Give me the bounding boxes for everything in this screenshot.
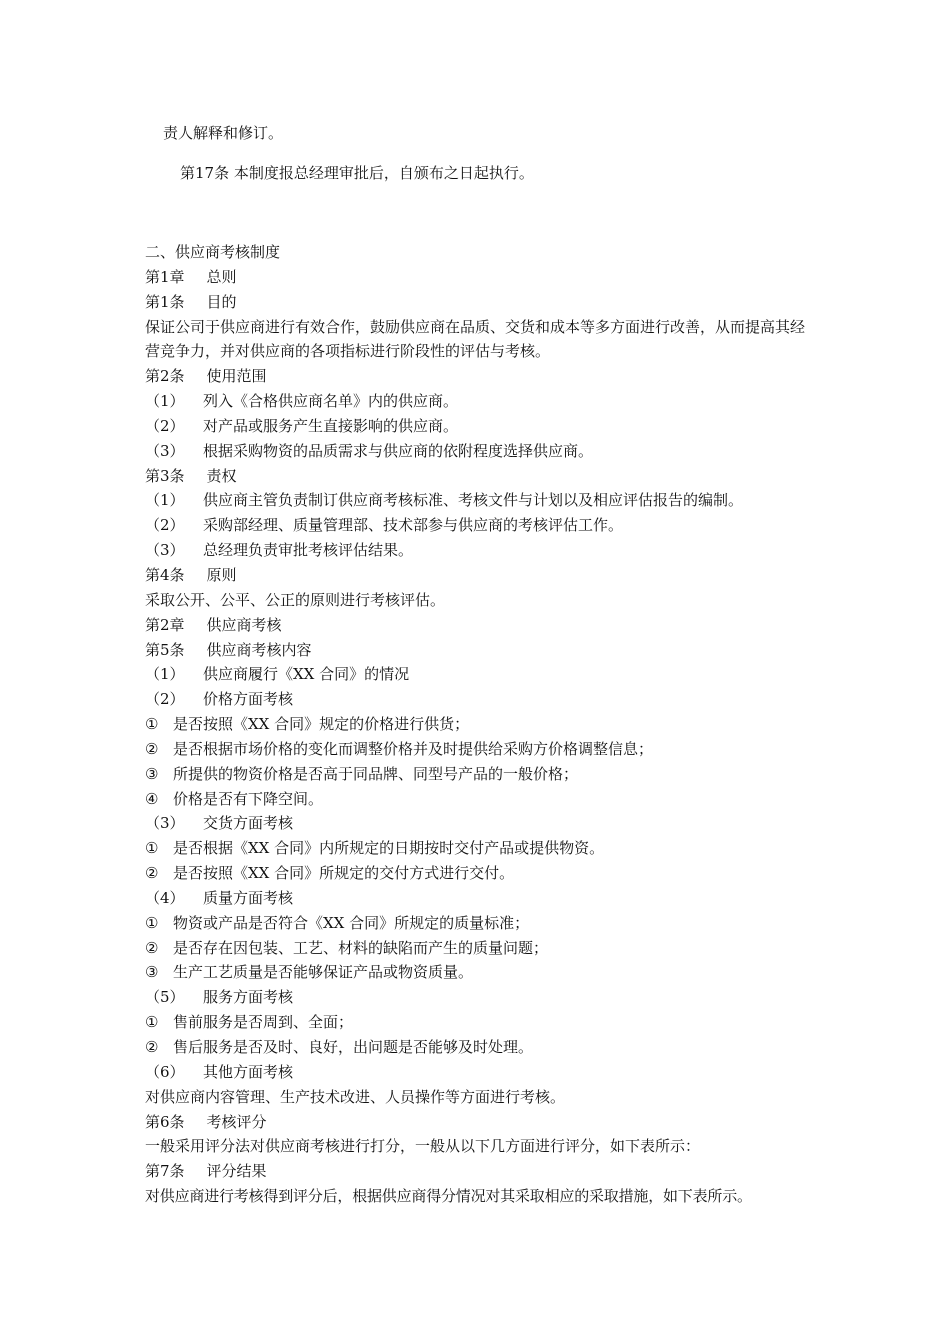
numbered-item (145, 439, 817, 464)
item-text: 生产工艺质量是否能够保证产品或物资质量。 (173, 963, 474, 982)
item-text: 采购部经理、质量管理部、技术部参与供应商的考核评估工作。 (203, 516, 624, 535)
item-text: 售前服务是否周到、全面； (173, 1013, 354, 1032)
article-title: 使用范围 (206, 367, 267, 386)
item-text: 物资或产品是否符合《XX 合同》所规定的质量标准； (173, 913, 530, 932)
chapter-heading (145, 613, 817, 638)
item-marker: ③ (145, 764, 159, 783)
item-number: （3） (145, 441, 185, 460)
article-heading (145, 638, 817, 663)
circled-item (145, 836, 817, 861)
article-title: 考核评分 (206, 1112, 267, 1131)
item-number: （2） (145, 516, 185, 535)
circled-item (145, 911, 817, 936)
item-number: （6） (145, 1062, 185, 1081)
paragraph: 对供应商进行考核得到评分后，根据供应商得分情况对其采取相应的采取措施，如下表所示。 (145, 1187, 752, 1206)
item-text: 供应商履行《XX 合同》的情况 (203, 665, 410, 684)
circled-item (145, 936, 817, 961)
article-title: 目的 (206, 292, 237, 311)
numbered-item (145, 811, 817, 836)
paragraph: 采取公开、公平、公正的原则进行考核评估。 (145, 590, 446, 609)
item-number: （1） (145, 665, 185, 684)
item-number: （3） (145, 814, 185, 833)
article-number: 第2条 (145, 367, 185, 386)
article-number: 第3条 (145, 466, 185, 485)
numbered-item (145, 513, 817, 538)
article-title: 供应商考核内容 (206, 640, 312, 659)
article-17-line: 第17条 本制度报总经理审批后，自颁布之日起执行。 (180, 164, 534, 182)
item-text: 质量方面考核 (203, 888, 294, 907)
item-number: （4） (145, 888, 185, 907)
item-marker: ② (145, 1038, 159, 1056)
item-text: 根据采购物资的品质需求与供应商的依附程度选择供应商。 (203, 441, 594, 460)
item-marker: ② (145, 938, 159, 957)
circled-item (145, 861, 817, 886)
item-text: 总经理负责审批考核评估结果。 (203, 541, 414, 560)
item-text: 所提供的物资价格是否高于同品牌、同型号产品的一般价格； (173, 764, 579, 783)
numbered-item (145, 687, 817, 712)
item-marker: ① (145, 913, 159, 932)
numbered-item (145, 414, 817, 439)
item-marker: ① (145, 715, 159, 734)
article-heading (145, 290, 817, 315)
article-number: 第6条 (145, 1112, 185, 1131)
item-text: 对产品或服务产生直接影响的供应商。 (203, 416, 459, 435)
article-heading (145, 464, 817, 489)
chapter-title: 总则 (206, 267, 237, 286)
numbered-item (145, 662, 817, 687)
item-text: 价格是否有下降空间。 (173, 789, 324, 808)
item-text: 交货方面考核 (203, 814, 294, 833)
item-number: （1） (145, 392, 185, 411)
item-number: （2） (145, 416, 185, 435)
article-heading (145, 563, 817, 588)
item-marker: ② (145, 739, 159, 758)
circled-item (145, 1035, 817, 1060)
numbered-item (145, 1060, 817, 1085)
article-number: 第7条 (145, 1162, 185, 1181)
circled-item (145, 762, 817, 787)
item-number: （3） (145, 541, 185, 560)
item-number: （5） (145, 988, 185, 1007)
article-number: 第1条 (145, 292, 185, 311)
item-text: 供应商主管负责制订供应商考核标准、考核文件与计划以及相应评估报告的编制。 (203, 491, 744, 510)
item-text: 是否按照《XX 合同》所规定的交付方式进行交付。 (173, 864, 515, 883)
circled-item (145, 960, 817, 985)
numbered-item (145, 488, 817, 513)
chapter-title: 供应商考核 (206, 615, 282, 634)
item-text: 是否根据《XX 合同》内所规定的日期按时交付产品或提供物资。 (173, 839, 605, 858)
article-number: 第4条 (145, 565, 185, 584)
numbered-item (145, 886, 817, 911)
item-text: 价格方面考核 (203, 690, 294, 709)
article-heading (145, 1110, 817, 1135)
numbered-item (145, 538, 817, 563)
item-marker: ② (145, 864, 159, 883)
article-title: 评分结果 (206, 1162, 267, 1181)
paragraph: 一般采用评分法对供应商考核进行打分，一般从以下几方面进行评分，如下表所示： (145, 1137, 701, 1156)
section-title: 二、供应商考核制度 (145, 243, 281, 261)
article-heading (145, 1159, 817, 1184)
chapter-number: 第1章 (145, 267, 185, 286)
item-marker: ③ (145, 963, 159, 982)
item-text: 是否存在因包装、工艺、材料的缺陷而产生的质量问题； (173, 938, 549, 957)
item-number: （1） (145, 491, 185, 510)
article-title: 责权 (206, 466, 237, 485)
article-heading (145, 364, 817, 389)
paragraph: 对供应商内容管理、生产技术改进、人员操作等方面进行考核。 (145, 1087, 566, 1106)
item-marker: ① (145, 839, 159, 858)
item-number: （2） (145, 690, 185, 709)
article-title: 原则 (206, 565, 237, 584)
item-text: 售后服务是否及时、良好，出问题是否能够及时处理。 (173, 1038, 534, 1056)
chapter-heading (145, 265, 817, 290)
circled-item (145, 737, 817, 762)
chapter-number: 第2章 (145, 615, 185, 634)
item-text: 服务方面考核 (203, 988, 294, 1007)
circled-item (145, 712, 817, 737)
numbered-item (145, 985, 817, 1010)
item-text: 是否按照《XX 合同》规定的价格进行供货； (173, 715, 470, 734)
item-marker: ① (145, 1013, 159, 1032)
circled-item (145, 787, 817, 812)
item-text: 其他方面考核 (203, 1062, 294, 1081)
paragraph: 保证公司于供应商进行有效合作，鼓励供应商在品质、交货和成本等多方面进行改善，从而提高其经营竞争力，并对供应商的各项指标进行阶段性的评估与考核。 (145, 317, 806, 361)
article-number: 第5条 (145, 640, 185, 659)
item-text: 列入《合格供应商名单》内的供应商。 (203, 392, 459, 411)
circled-item (145, 1010, 817, 1035)
numbered-item (145, 389, 817, 414)
document-body (145, 240, 817, 1209)
item-text: 是否根据市场价格的变化而调整价格并及时提供给采购方价格调整信息； (173, 739, 654, 758)
item-marker: ④ (145, 789, 159, 808)
continuation-line: 责人解释和修订。 (163, 124, 284, 142)
